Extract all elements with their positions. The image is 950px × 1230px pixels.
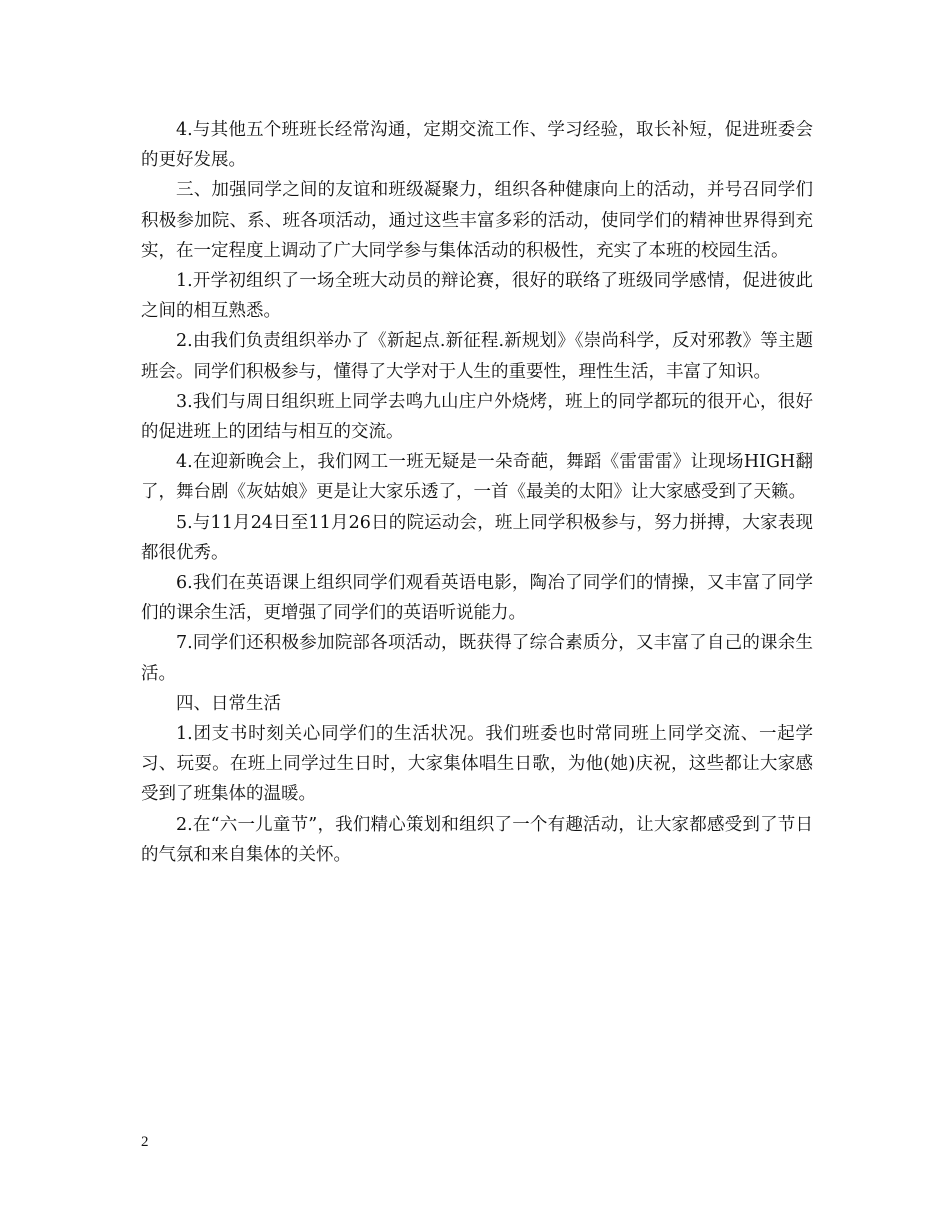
paragraph-5: 3.我们与周日组织班上同学去鸣九山庄户外烧烤，班上的同学都玩的很开心，很好的促进班上的团结与相互的交流。 [141,391,813,443]
paragraph-7: 5.与11月24日至11月26日的院运动会，班上同学积极参与，努力拼搏，大家表现都很优秀。 [141,512,813,563]
page-number: 2 [141,1134,149,1150]
paragraph-4: 2.由我们负责组织举办了《新起点.新征程.新规划》《崇尚科学，反对邪教》等主题班会。同学们积极参与，懂得了大学对于人生的重要性，理性生活，丰富了知识。 [141,331,813,382]
paragraph-6: 4.在迎新晚会上，我们网工一班无疑是一朵奇葩，舞蹈《雷雷雷》让现场HIGH翻了，舞台剧《灰姑娘》更是让大家乐透了，一首《最美的太阳》让大家感受到了天籁。 [141,452,813,503]
paragraph-2: 三、加强同学之间的友谊和班级凝聚力，组织各种健康向上的活动，并号召同学们积极参加院、系、班各项活动，通过这些丰富多彩的活动，使同学们的精神世界得到充实，在一定程度上调动了广大同学参与集体活动的积极性，充实了本班的校园生活。 [141,180,813,261]
paragraph-1: 4.与其他五个班班长经常沟通，定期交流工作、学习经验，取长补短，促进班委会的更好发展。 [141,120,813,171]
paragraph-11: 1.团支书时刻关心同学们的生活状况。我们班委也时常同班上同学交流、一起学习、玩耍。在班上同学过生日时，大家集体唱生日歌，为他(她)庆祝，这些都让大家感受到了班集体的温暖。 [141,724,813,805]
document-body [141,115,813,870]
paragraph-12: 2.在“六一儿童节”，我们精心策划和组织了一个有趣活动，让大家都感受到了节日的气氛和来自集体的关怀。 [141,814,813,865]
paragraph-8: 6.我们在英语课上组织同学们观看英语电影，陶冶了同学们的情操，又丰富了同学们的课余生活，更增强了同学们的英语听说能力。 [141,573,813,624]
paragraph-3: 1.开学初组织了一场全班大动员的辩论赛，很好的联络了班级同学感情，促进彼此之间的相互熟悉。 [141,271,813,322]
section-heading: 四、日常生活 [176,693,281,714]
paragraph-9: 7.同学们还积极参加院部各项活动，既获得了综合素质分，又丰富了自己的课余生活。 [141,633,813,684]
